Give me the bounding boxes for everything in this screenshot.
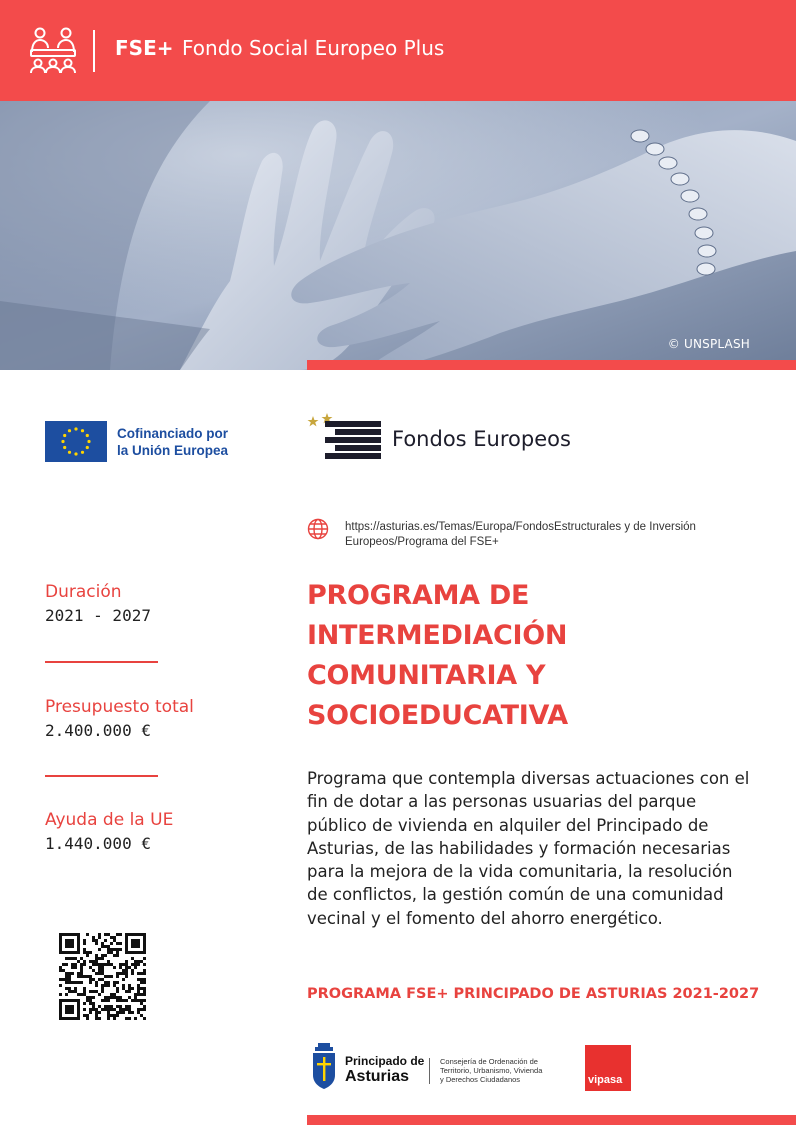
eu-cofinanced-label	[117, 425, 228, 459]
bottom-accent-bar	[307, 1115, 796, 1125]
footer-divider	[429, 1058, 430, 1084]
hands-photo-illustration	[0, 101, 796, 370]
vipasa-logo	[585, 1045, 631, 1091]
globe-icon	[307, 518, 329, 540]
stat-value: 1.440.000 €	[45, 834, 151, 853]
top-accent-bar	[307, 360, 796, 370]
people-meeting-icon	[28, 26, 78, 74]
stat-divider	[45, 661, 158, 663]
principado-asturias-logo	[345, 1055, 424, 1086]
brand-name: Fondo Social Europeo Plus	[182, 36, 445, 60]
qr-code[interactable]	[59, 933, 146, 1020]
url-line-2: Europeos/Programa del FSE+	[345, 536, 499, 548]
program-url-link[interactable]	[345, 520, 735, 550]
header-divider	[93, 30, 95, 72]
stat-label: Presupuesto total	[45, 697, 194, 717]
photo-credit: © UNSPLASH	[667, 337, 750, 351]
consejeria-line-1: Consejería de Ordenación de	[440, 1057, 538, 1066]
fondos-europeos-logo	[307, 413, 383, 463]
fondos-europeos-label: Fondos Europeos	[392, 427, 571, 451]
stat-eu-aid	[45, 810, 265, 853]
consejeria-line-3: y Derechos Ciudadanos	[440, 1075, 521, 1084]
stat-value: 2021 - 2027	[45, 606, 151, 625]
stat-label: Duración	[45, 582, 122, 602]
stat-budget	[45, 697, 265, 740]
hands-photo	[0, 101, 796, 370]
eu-text-line-1: Cofinanciado por	[117, 426, 228, 441]
stat-value: 2.400.000 €	[45, 721, 151, 740]
url-line-1: https://asturias.es/Temas/Europa/FondosEstructurales y de Inversión	[345, 521, 696, 533]
program-title	[307, 576, 767, 736]
asturias-crest-icon	[311, 1043, 337, 1089]
stat-divider	[45, 775, 158, 777]
asturias-line-2: Asturias	[345, 1068, 410, 1085]
vipasa-label: vipasa	[588, 1074, 623, 1086]
consejeria-label	[440, 1057, 575, 1084]
title-line-3: COMUNITARIA Y	[307, 660, 546, 691]
brand-acronym: FSE+	[115, 36, 174, 60]
title-line-2: INTERMEDIACIÓN	[307, 620, 568, 651]
stat-duration	[45, 582, 265, 625]
program-description: Programa que contempla diversas actuaciones con el fin de dotar a las personas usuarias del parque público de vivienda en alquiler del Principado de Asturias, de las habilidades y formación necesarias para la mejora de la vida comunitaria, la resolución de conflictos, la gestión común de una comunidad vecinal y el fomento del ahorro energético.	[307, 769, 750, 928]
title-line-1: PROGRAMA DE	[307, 580, 530, 611]
asturias-line-1: Principado de	[345, 1054, 425, 1068]
eu-text-line-2: la Unión Europea	[117, 443, 229, 458]
title-line-4: SOCIOEDUCATIVA	[307, 700, 568, 731]
eu-flag-icon	[45, 421, 107, 462]
consejeria-line-2: Territorio, Urbanismo, Vivienda	[440, 1066, 543, 1075]
header-bar	[0, 0, 796, 101]
stats-column	[45, 582, 265, 853]
program-name: PROGRAMA FSE+ PRINCIPADO DE ASTURIAS 2021-2027	[307, 986, 760, 1002]
stat-label: Ayuda de la UE	[45, 810, 174, 830]
